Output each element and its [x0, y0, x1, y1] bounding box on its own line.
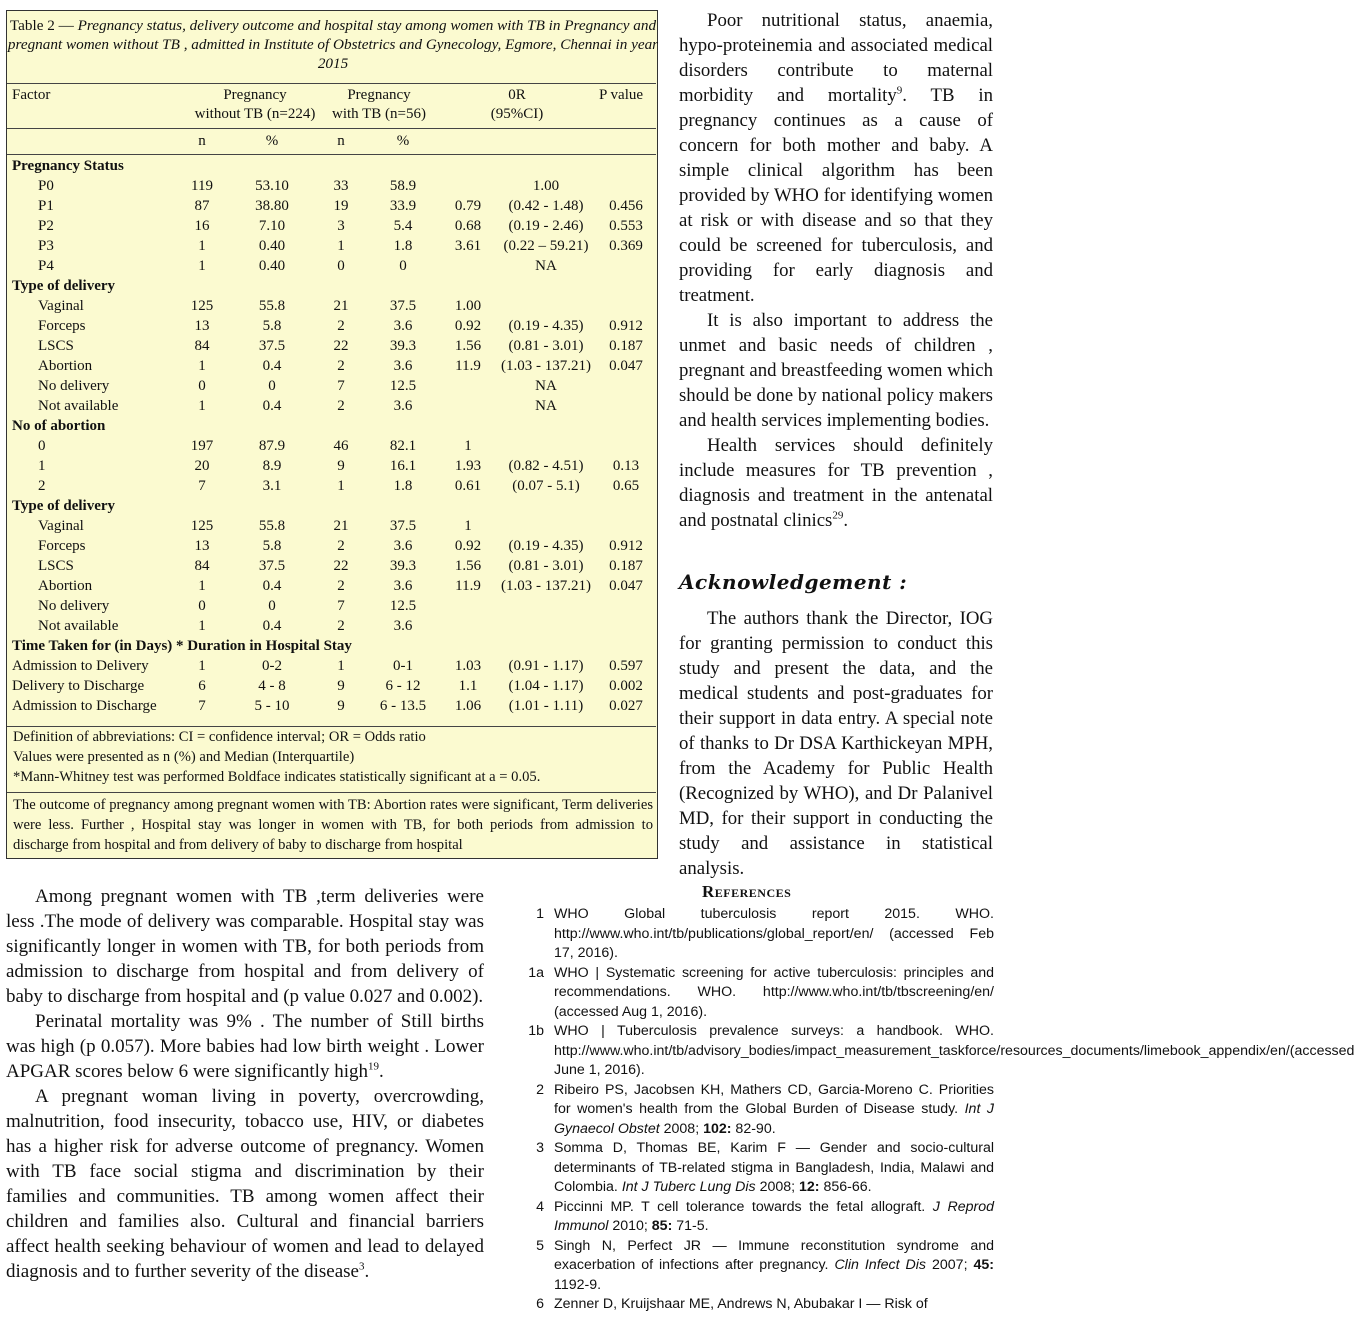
table-cell-ci: (0.81 - 3.01) — [508, 558, 584, 574]
paragraph-text: Among pregnant women with TB ,term deliveries were less .The mode of delivery was comparable. Hospital stay was significantly longer in women with TB, for both periods from admission to discharge from hospital and from delivery of baby to discharge from hospital and (p value 0.027 and 0.002). — [6, 886, 484, 1007]
reference-text: Singh N, Perfect JR — Immune reconstitution syndrome and exacerbation of infections after pregnancy. — [554, 1237, 994, 1273]
table-note-abbreviations: Definition of abbreviations: CI = confidence interval; OR = Odds ratio — [13, 729, 426, 745]
table-cell-n2: 1 — [337, 658, 345, 674]
table-cell-n1: 13 — [194, 538, 210, 554]
acknowledgement-heading: Acknowledgement : — [679, 570, 908, 594]
table-cell-or: 11.9 — [455, 578, 481, 594]
table-row-label: Abortion — [38, 358, 93, 374]
table-cell-or: 1.03 — [454, 658, 482, 674]
citation-sup: 19 — [368, 1060, 379, 1073]
table-cell-or: 11.9 — [455, 358, 481, 374]
table-cell-p2: 82.1 — [389, 438, 417, 454]
table-section-heading: Type of delivery — [12, 498, 116, 514]
table-cell-ci: (0.07 - 5.1) — [512, 478, 580, 494]
reference-number: 1a — [528, 964, 544, 981]
table-cell-or: 0.92 — [454, 538, 482, 554]
table-cell-p2: 3.6 — [393, 538, 413, 554]
table-cell-ci: (0.19 - 4.35) — [508, 538, 584, 554]
reference-pages: 71-5. — [672, 1218, 709, 1234]
paragraph-text: Perinatal mortality was 9% . The number of Still births was high (p 0.057). More babies had low birth weight . Lower APGAR scores below 6 were significantly high — [6, 1011, 484, 1082]
table-cell-n2: 2 — [337, 538, 345, 554]
reference-vol: 85: — [651, 1218, 673, 1234]
table-cell-n2: 21 — [333, 298, 349, 314]
table-cell-p2: 37.5 — [389, 518, 417, 534]
table-cell-p2: 6 - 13.5 — [379, 698, 427, 714]
reference-text: Piccinni MP. T cell tolerance towards the fetal allograft. — [554, 1198, 933, 1215]
table-cell-p2: 0 — [399, 258, 407, 274]
reference-number: 1 — [536, 906, 544, 922]
table-cell-n1: 87 — [194, 198, 210, 214]
table-cell-n2: 2 — [337, 398, 345, 414]
table-cell-n2: 22 — [333, 338, 349, 354]
reference-year: 2008; — [659, 1120, 704, 1137]
table-cell-p2: 3.6 — [393, 398, 413, 414]
table-caption-body: Pregnancy status, delivery outcome and hospital stay among women with TB in Pregnancy and pregnant women without TB , admitted in Institute of Obstetrics and Gynecology, Egmore, Chennai in year 2015 — [7, 17, 659, 72]
table-cell-n2: 9 — [337, 458, 345, 474]
table-cell-n2: 2 — [337, 318, 345, 334]
table-caption — [7, 16, 659, 73]
paragraph-text: . — [364, 1261, 370, 1282]
table-row-label: No delivery — [38, 598, 110, 614]
table-cell-or: 0.68 — [454, 218, 482, 234]
table-cell-n1: 1 — [198, 258, 206, 274]
table-cell-p1: 0.4 — [262, 618, 282, 634]
table-cell-p2: 12.5 — [389, 598, 417, 614]
table-cell-or: 1.93 — [454, 458, 482, 474]
table-cell-n2: 46 — [333, 438, 349, 454]
table-cell-p1: 0-2 — [262, 658, 282, 674]
table-cell-pv: 0.002 — [609, 678, 643, 694]
paragraph — [679, 308, 993, 433]
table-cell-pv: 0.912 — [609, 318, 643, 334]
table-cell-p1: 5 - 10 — [254, 698, 290, 714]
table-cell-n2: 33 — [333, 178, 349, 194]
table-row-label: P0 — [38, 178, 54, 194]
table-cell-pv: 0.553 — [609, 218, 643, 234]
table-cell-or: 3.61 — [454, 238, 482, 254]
table-row-label: No delivery — [38, 378, 110, 394]
table-cell-or: 1.00 — [454, 298, 482, 314]
table-cell-ci: (0.19 - 4.35) — [508, 318, 584, 334]
table-cell-n2: 2 — [337, 358, 345, 374]
table-section-heading: Type of delivery — [12, 278, 116, 294]
table-cell-n2: 2 — [337, 618, 345, 634]
header-n-without-tb: n — [198, 133, 206, 149]
table-cell-p1: 38.80 — [255, 198, 289, 214]
header-or-2: (95%CI) — [490, 106, 544, 122]
reference-pages: 82-90. — [731, 1120, 776, 1137]
table-row-label: Admission to Delivery — [12, 658, 149, 674]
reference-number: 2 — [536, 1081, 544, 1098]
table-caption-lead: Table 2 — — [9, 17, 78, 34]
table-cell-ci: (0.81 - 3.01) — [508, 338, 584, 354]
table-cell-p2: 3.6 — [393, 578, 413, 594]
table-row-label: LSCS — [38, 558, 74, 574]
table-row-label: Forceps — [38, 538, 86, 554]
reference-year: 2010; — [608, 1218, 652, 1234]
table-cell-p1: 0.4 — [262, 398, 282, 414]
table-row-label: Delivery to Discharge — [12, 678, 145, 694]
table-cell-n1: 125 — [190, 518, 214, 534]
table-row-label: 0 — [38, 438, 46, 454]
table-cell-p2: 12.5 — [389, 378, 417, 394]
table-cell-n2: 19 — [333, 198, 349, 214]
table-cell-n1: 1 — [198, 618, 206, 634]
table-cell-ci: 1.00 — [532, 178, 560, 194]
table-cell-or: 1 — [464, 438, 472, 454]
table-row-label: 2 — [38, 478, 46, 494]
table-note-test: *Mann-Whitney test was performed Boldface indicates statistically significant at a = 0.05. — [13, 769, 541, 785]
table-row-label: Forceps — [38, 318, 86, 334]
table-cell-p1: 0 — [268, 598, 276, 614]
table-cell-ci: (0.42 - 1.48) — [508, 198, 584, 214]
table-cell-n1: 84 — [194, 558, 210, 574]
table-cell-p2: 39.3 — [389, 558, 417, 574]
table-cell-n1: 1 — [198, 238, 206, 254]
table-cell-pv: 0.187 — [609, 338, 643, 354]
table-outcome-summary: The outcome of pregnancy among pregnant women with TB: Abortion rates were significant, Term deliveries were less. Further , Hospital stay was longer in women with TB, for both periods from admission to discharge from hospital and from delivery of baby to discharge from hospital — [13, 797, 653, 853]
table-2 — [6, 10, 658, 859]
table-cell-p2: 3.6 — [393, 358, 413, 374]
table-cell-ci: (0.22 – 59.21) — [503, 238, 589, 254]
table-cell-n2: 1 — [337, 478, 345, 494]
right-column-text — [679, 8, 993, 533]
rule-header-bottom — [7, 154, 656, 155]
rule-header-mid — [7, 128, 656, 129]
reference-item — [522, 905, 994, 964]
paragraph-text: It is also important to address the unmet and basic needs of children , pregnant and breastfeeding women which should be done by national policy makers and health services implementing bodies. — [679, 310, 993, 431]
reference-text: WHO Global tuberculosis report 2015. WHO. http://www.who.int/tb/publications/global_report/en/ (accessed Feb 17, 2016). — [554, 906, 994, 961]
reference-text: Ribeiro PS, Jacobsen KH, Mathers CD, Garcia-Moreno C. Priorities for women's health from the Global Burden of Disease study. — [554, 1081, 994, 1117]
table-cell-ci: (0.82 - 4.51) — [508, 458, 584, 474]
table-row-label: P4 — [38, 258, 54, 274]
table-cell-n1: 0 — [198, 598, 206, 614]
header-pct-without-tb: % — [265, 133, 279, 149]
reference-vol: 102: — [703, 1120, 732, 1137]
table-row-label: Abortion — [38, 578, 93, 594]
table-cell-ci: (1.03 - 137.21) — [501, 578, 591, 594]
header-or-1: 0R — [508, 87, 526, 103]
table-cell-pv: 0.047 — [609, 358, 643, 374]
citation-sup: 9 — [896, 84, 903, 97]
table-cell-n1: 20 — [194, 458, 210, 474]
table-cell-n2: 7 — [337, 378, 345, 394]
reference-journal: J Reprod Immunol — [554, 1198, 994, 1234]
header-pct-with-tb: % — [396, 133, 410, 149]
citation-sup: 3 — [358, 1260, 365, 1273]
table-cell-n1: 16 — [194, 218, 210, 234]
reference-vol: 45: — [973, 1257, 995, 1273]
table-cell-pv: 0.187 — [609, 558, 643, 574]
table-cell-p1: 4 - 8 — [258, 678, 286, 694]
table-row-label: Admission to Discharge — [12, 698, 157, 714]
table-cell-n2: 21 — [333, 518, 349, 534]
table-cell-or: 1.56 — [454, 338, 482, 354]
table-cell-pv: 0.597 — [609, 658, 643, 674]
table-cell-p2: 6 - 12 — [385, 678, 421, 694]
table-cell-p1: 3.1 — [262, 478, 282, 494]
acknowledgement-section — [679, 606, 993, 881]
reference-number: 4 — [536, 1198, 544, 1215]
table-cell-n2: 9 — [337, 698, 345, 714]
table-row-label: P3 — [38, 238, 54, 254]
table-cell-p1: 5.8 — [262, 318, 282, 334]
table-cell-pv: 0.047 — [609, 578, 643, 594]
table-cell-ci: (1.04 - 1.17) — [508, 678, 584, 694]
reference-text: Zenner D, Kruijshaar ME, Andrews N, Abubakar I — Risk of — [554, 1296, 928, 1312]
table-cell-p2: 58.9 — [389, 178, 417, 194]
table-cell-n1: 0 — [198, 378, 206, 394]
table-cell-or: 1.1 — [458, 678, 478, 694]
paragraph-text: . TB in pregnancy continues as a cause of concern for both mother and baby. A simple clinical algorithm has been provided by WHO for identifying women at risk or with disease and so that they could be screened for tuberculosis, and providing for early diagnosis and treatment. — [679, 85, 993, 306]
table-cell-or: 1.06 — [454, 698, 482, 714]
table-cell-p1: 55.8 — [258, 518, 286, 534]
table-section-heading: No of abortion — [12, 418, 106, 434]
table-row-label: Vaginal — [38, 518, 84, 534]
table-cell-n1: 13 — [194, 318, 210, 334]
table-row-label: Vaginal — [38, 298, 84, 314]
reference-number: 1b — [528, 1023, 544, 1039]
table-row-label: P1 — [38, 198, 54, 214]
table-cell-n1: 1 — [198, 358, 206, 374]
reference-item — [522, 964, 994, 1023]
table-cell-p1: 0.40 — [258, 238, 286, 254]
reference-item — [522, 1295, 994, 1315]
reference-text: WHO | Tuberculosis prevalence surveys: a handbook. WHO. http://www.who.int/tb/advisory_bodies/impact_measurement_taskforce/resources_documents/limebook_appendix/en/(accessed June 1, 2016). — [554, 1023, 1354, 1078]
reference-item — [522, 1198, 994, 1237]
table-cell-p2: 1.8 — [393, 478, 413, 494]
table-cell-p2: 3.6 — [393, 318, 413, 334]
table-cell-n2: 2 — [337, 578, 345, 594]
table-cell-p1: 0.4 — [262, 578, 282, 594]
reference-pages: 856-66. — [819, 1179, 872, 1195]
header-group-without-tb-1: Pregnancy — [223, 87, 287, 103]
table-section-heading: Time Taken for (in Days) * Duration in Hospital Stay — [12, 638, 352, 654]
left-column-text — [6, 884, 484, 1284]
table-cell-ci: (0.91 - 1.17) — [508, 658, 584, 674]
table-cell-p2: 1.8 — [393, 238, 413, 254]
reference-item — [522, 1081, 994, 1140]
table-cell-ci: NA — [535, 258, 557, 274]
reference-number: 5 — [536, 1237, 544, 1254]
table-cell-p2: 39.3 — [389, 338, 417, 354]
table-cell-p1: 8.9 — [262, 458, 282, 474]
table-row-label: LSCS — [38, 338, 74, 354]
table-cell-pv: 0.65 — [612, 478, 640, 494]
table-cell-pv: 0.13 — [612, 458, 640, 474]
table-cell-p1: 0 — [268, 378, 276, 394]
table-cell-p1: 0.4 — [262, 358, 282, 374]
table-cell-n1: 7 — [198, 478, 206, 494]
table-cell-n1: 1 — [198, 658, 206, 674]
header-n-with-tb: n — [337, 133, 345, 149]
header-p-value: P value — [599, 87, 644, 103]
table-cell-ci: NA — [535, 398, 557, 414]
reference-pages: 1192-9. — [554, 1276, 602, 1293]
reference-number: 3 — [536, 1140, 544, 1156]
header-group-with-tb-2: with TB (n=56) — [331, 106, 426, 122]
table-cell-p1: 37.5 — [258, 558, 286, 574]
table-note-values: Values were presented as n (%) and Median (Interquartile) — [13, 749, 355, 765]
table-cell-p2: 3.6 — [393, 618, 413, 634]
acknowledgement-text: The authors thank the Director, IOG for granting permission to conduct this study and present the data, and the medical students and post-graduates for their support in data entry. A special note of thanks to Dr DSA Karthickeyan MPH, from the Academy for Public Health (Recognized by WHO), and Dr Palanivel MD, for their support in conducting the study and assistance in statistical analysis. — [679, 608, 993, 879]
paragraph — [679, 433, 993, 533]
table-cell-p1: 53.10 — [255, 178, 289, 194]
table-cell-or: 1.56 — [454, 558, 482, 574]
table-cell-p2: 16.1 — [389, 458, 417, 474]
table-row-label: 1 — [38, 458, 46, 474]
reference-vol: 12: — [799, 1179, 820, 1195]
references-heading: References — [702, 882, 792, 901]
table-cell-p1: 0.40 — [258, 258, 286, 274]
reference-journal: Int J Gynaecol Obstet — [554, 1101, 994, 1137]
table-cell-n2: 3 — [337, 218, 345, 234]
paragraph — [6, 1009, 484, 1084]
paragraph-text: Health services should definitely include measures for TB prevention , diagnosis and treatment in the antenatal and postnatal clinics — [679, 435, 993, 531]
rule-notes-bottom — [7, 792, 656, 793]
table-cell-p2: 33.9 — [389, 198, 417, 214]
table-cell-n1: 1 — [198, 578, 206, 594]
header-factor: Factor — [12, 87, 51, 103]
table-cell-n1: 197 — [190, 438, 214, 454]
paragraph-text: . — [379, 1061, 384, 1082]
rule-top — [7, 83, 656, 84]
table-row-label: Not available — [38, 398, 119, 414]
reference-journal: Clin Infect Dis — [834, 1257, 927, 1273]
paragraph-text: A pregnant woman living in poverty, overcrowding, malnutrition, food insecurity, tobacco use, HIV, or diabetes has a higher risk for adverse outcome of pregnancy. Women with TB face social stigma and discrimination by their families and communities. TB among women affect their children and families also. Cultural and financial barriers affect health seeking behaviour of women and lead to delayed diagnosis and to further severity of the disease — [6, 1086, 484, 1282]
reference-journal: Int J Tuberc Lung Dis — [621, 1179, 756, 1195]
citation-sup: 29 — [832, 509, 844, 522]
table-row-label: Not available — [38, 618, 119, 634]
table-cell-p1: 87.9 — [258, 438, 286, 454]
table-cell-ci: (1.03 - 137.21) — [501, 358, 591, 374]
table-cell-n2: 22 — [333, 558, 349, 574]
table-cell-pv: 0.369 — [609, 238, 643, 254]
reference-text: Somma D, Thomas BE, Karim F — Gender and socio-cultural determinants of TB-related stigma in Bangladesh, India, Malawi and Colombia. — [554, 1140, 994, 1195]
table-cell-or: 1 — [464, 518, 472, 534]
table-cell-n1: 119 — [191, 178, 213, 194]
paragraph — [6, 1084, 484, 1284]
table-cell-p1: 55.8 — [258, 298, 286, 314]
paragraph-text: . — [843, 510, 849, 531]
header-group-without-tb-2: without TB (n=224) — [194, 106, 316, 122]
table-cell-p1: 7.10 — [258, 218, 286, 234]
table-cell-or: 0.79 — [454, 198, 482, 214]
reference-number: 6 — [536, 1296, 544, 1312]
paragraph-text: Poor nutritional status, anaemia, hypo-proteinemia and associated medical disorders contribute to maternal morbidity and mortality — [679, 10, 993, 106]
reference-year: 2007; — [926, 1257, 974, 1273]
table-cell-n1: 6 — [198, 678, 206, 694]
table-section-heading: Pregnancy Status — [12, 158, 124, 174]
table-cell-or: 0.92 — [454, 318, 482, 334]
reference-text: WHO | Systematic screening for active tuberculosis: principles and recommendations. WHO. http://www.who.int/tb/tbscreening/en/ (accessed Aug 1, 2016). — [554, 964, 994, 1020]
table-cell-n1: 1 — [198, 398, 206, 414]
paragraph — [679, 8, 993, 308]
table-cell-ci: NA — [535, 378, 557, 394]
reference-year: 2008; — [755, 1179, 800, 1195]
table-cell-p2: 5.4 — [393, 218, 413, 234]
references-list — [522, 905, 1354, 1315]
table-cell-n2: 7 — [337, 598, 345, 614]
table-cell-or: 0.61 — [454, 478, 482, 494]
table-cell-pv: 0.912 — [609, 538, 643, 554]
reference-item — [522, 1139, 994, 1198]
table-cell-ci: (1.01 - 1.11) — [508, 698, 584, 714]
table-cell-pv: 0.456 — [609, 198, 643, 214]
table-cell-p2: 0-1 — [393, 658, 413, 674]
table-row-label: P2 — [38, 218, 54, 234]
table-cell-n1: 7 — [198, 698, 206, 714]
paragraph — [6, 884, 484, 1009]
table-cell-p1: 37.5 — [258, 338, 286, 354]
table-cell-n2: 1 — [337, 238, 345, 254]
table-cell-n2: 9 — [337, 678, 345, 694]
table-cell-p2: 37.5 — [389, 298, 417, 314]
table-cell-ci: (0.19 - 2.46) — [508, 218, 584, 234]
table-cell-n1: 84 — [194, 338, 210, 354]
reference-item — [522, 1022, 1354, 1081]
table-cell-pv: 0.027 — [609, 698, 643, 714]
table-cell-p1: 5.8 — [262, 538, 282, 554]
header-group-with-tb-1: Pregnancy — [347, 87, 411, 103]
reference-item — [522, 1237, 994, 1296]
table-cell-n1: 125 — [190, 298, 214, 314]
table-cell-n2: 0 — [337, 258, 345, 274]
